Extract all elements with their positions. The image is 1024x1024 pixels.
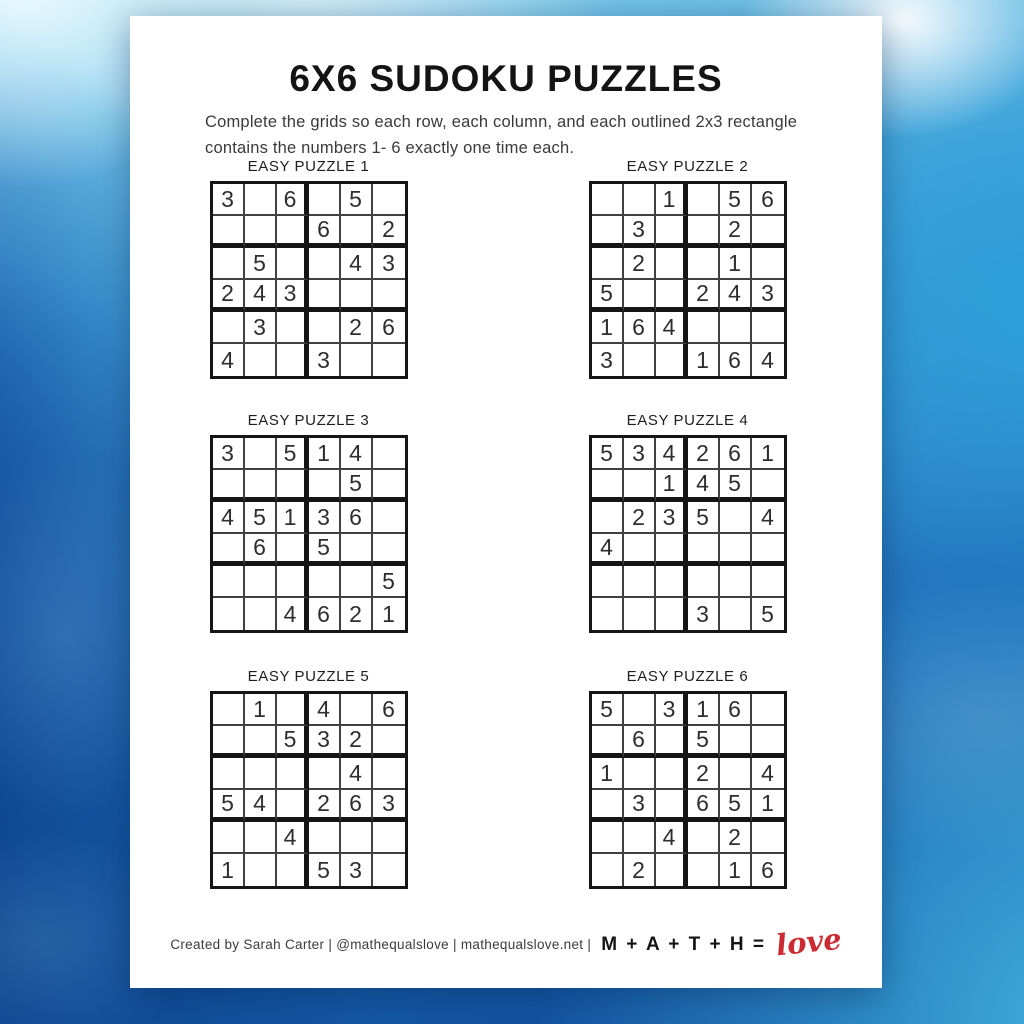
sudoku-cell [277,758,309,790]
sudoku-cell: 5 [213,790,245,822]
sudoku-cell: 5 [245,502,277,534]
sudoku-cell: 6 [720,344,752,376]
sudoku-cell [213,216,245,248]
sudoku-cell [373,344,405,376]
sudoku-cell [309,566,341,598]
sudoku-cell [624,758,656,790]
sudoku-cell [720,534,752,566]
sudoku-cell: 6 [761,856,774,883]
sudoku-cell [688,822,720,854]
sudoku-cell [245,822,277,854]
sudoku-cell [720,502,752,534]
sudoku-cell: 5 [592,438,624,470]
sudoku-cell: 2 [720,822,752,854]
sudoku-cell: 6 [624,312,656,344]
puzzle-2-grid [589,181,787,379]
sudoku-cell: 3 [309,726,341,758]
instructions-line-1: Complete the grids so each row, each column, and each outlined 2x3 rectangle [205,113,798,131]
sudoku-cell [373,438,405,470]
sudoku-cell: 3 [373,790,405,822]
sudoku-cell: 4 [720,280,752,312]
sudoku-cell [309,470,341,502]
sudoku-cell [309,280,341,312]
puzzle-3 [203,412,414,633]
sudoku-cell [373,534,405,566]
sudoku-cell [592,854,624,886]
sudoku-cell [245,438,277,470]
sudoku-cell: 4 [656,312,688,344]
sudoku-cell [277,790,309,822]
puzzle-3-title: EASY PUZZLE 3 [247,412,370,429]
sudoku-cell: 2 [688,438,720,470]
sudoku-cell [341,694,373,726]
sudoku-cell [373,854,405,886]
sudoku-cell: 4 [761,346,774,373]
sudoku-cell [309,312,341,344]
sudoku-cell [592,216,624,248]
sudoku-cell [624,822,656,854]
sudoku-cell [688,184,720,216]
sudoku-cell [277,470,309,502]
sudoku-cell: 6 [309,598,341,630]
sudoku-cell: 2 [688,280,720,312]
sudoku-cell [245,184,277,216]
sudoku-cell: 5 [720,184,752,216]
puzzle-4-title: EASY PUZZLE 4 [626,412,749,429]
sudoku-cell [309,248,341,280]
sudoku-cell [688,534,720,566]
sudoku-cell: 3 [277,280,309,312]
sudoku-cell [720,758,752,790]
sudoku-cell: 5 [592,280,624,312]
sudoku-cell: 6 [752,184,784,216]
sudoku-cell [688,854,720,886]
sudoku-cell [277,854,309,886]
sudoku-cell [373,184,405,216]
sudoku-cell [213,598,245,630]
sudoku-cell [341,534,373,566]
sudoku-cell: 4 [213,344,245,376]
sudoku-cell [213,566,245,598]
sudoku-cell: 5 [373,566,405,598]
sudoku-cell [245,216,277,248]
sudoku-cell: 5 [309,854,341,886]
sudoku-cell [656,854,688,886]
page-title: 6X6 SUDOKU PUZZLES [289,58,723,99]
sudoku-cell [245,470,277,502]
sudoku-cell [688,216,720,248]
sudoku-cell: 4 [245,790,277,822]
sudoku-cell: 4 [592,534,624,566]
sudoku-cell [277,534,309,566]
sudoku-cell [277,248,309,280]
sudoku-cell: 4 [213,502,245,534]
sudoku-cell [309,184,341,216]
instructions-line-2: contains the numbers 1- 6 exactly one time each. [205,138,575,157]
sudoku-cell: 4 [341,248,373,280]
sudoku-cell [213,694,245,726]
sudoku-cell: 6 [624,726,656,758]
sudoku-cell [373,502,405,534]
sudoku-cell: 4 [245,280,277,312]
sudoku-cell [213,758,245,790]
sudoku-cell [752,216,784,248]
sudoku-cell [592,502,624,534]
sudoku-cell: 2 [624,502,656,534]
sudoku-cell: 2 [720,216,752,248]
sudoku-cell: 5 [245,248,277,280]
sudoku-cell [373,726,405,758]
sudoku-cell: 3 [213,438,245,470]
puzzle-5-title: EASY PUZZLE 5 [247,668,370,685]
sudoku-cell: 2 [341,312,373,344]
sudoku-cell [592,248,624,280]
sudoku-cell: 3 [309,344,341,376]
sudoku-cell [373,758,405,790]
sudoku-cell [656,566,688,598]
sudoku-cell [592,598,624,630]
sudoku-cell: 1 [752,790,784,822]
sudoku-cell [752,534,784,566]
sudoku-cell: 6 [373,312,405,344]
sudoku-cell: 6 [688,790,720,822]
sudoku-cell: 5 [592,694,624,726]
sudoku-cell: 1 [213,854,245,886]
sudoku-cell [656,534,688,566]
sudoku-cell [341,216,373,248]
sudoku-cell [656,726,688,758]
sudoku-cell [341,344,373,376]
sudoku-cell: 3 [592,344,624,376]
sudoku-cell: 4 [277,598,309,630]
sudoku-cell [720,566,752,598]
sudoku-cell [592,566,624,598]
sudoku-cell [624,184,656,216]
sudoku-cell: 4 [656,438,688,470]
sudoku-cell: 3 [624,216,656,248]
sudoku-cell [592,184,624,216]
sudoku-cell [341,566,373,598]
sudoku-cell: 1 [720,248,752,280]
sudoku-cell [373,822,405,854]
sudoku-cell: 6 [309,216,341,248]
sudoku-cell [213,822,245,854]
sudoku-cell [309,822,341,854]
sudoku-cell [373,280,405,312]
sudoku-cell [656,248,688,280]
sudoku-cell [752,312,784,344]
sudoku-cell: 1 [245,694,277,726]
sudoku-cell: 1 [720,854,752,886]
sudoku-cell: 2 [341,726,373,758]
sudoku-cell [213,248,245,280]
sudoku-cell [752,694,784,726]
sudoku-cell: 5 [341,470,373,502]
sudoku-cell [245,344,277,376]
puzzle-6 [582,668,793,889]
sudoku-cell: 5 [277,438,309,470]
sudoku-cell [720,726,752,758]
sudoku-cell: 3 [752,280,784,312]
sudoku-cell: 4 [752,758,784,790]
sudoku-cell [752,248,784,280]
sudoku-cell [624,280,656,312]
sudoku-cell [277,312,309,344]
sudoku-cell [277,216,309,248]
sudoku-cell: 6 [720,438,752,470]
sudoku-cell [752,822,784,854]
sudoku-cell: 5 [309,534,341,566]
sudoku-cell [213,726,245,758]
sudoku-cell: 2 [624,248,656,280]
sudoku-cell [624,566,656,598]
sudoku-cell: 1 [656,470,688,502]
sudoku-cell [656,344,688,376]
sudoku-cell: 4 [688,470,720,502]
sudoku-cell: 3 [656,694,688,726]
sudoku-cell [688,312,720,344]
sudoku-cell [592,790,624,822]
sudoku-cell: 1 [382,600,395,627]
sudoku-cell [213,534,245,566]
sudoku-cell: 6 [720,694,752,726]
puzzle-4-grid [589,435,787,633]
sudoku-cell [592,470,624,502]
sudoku-cell [688,248,720,280]
sudoku-cell: 5 [720,790,752,822]
sudoku-cell [656,280,688,312]
sudoku-cell [656,216,688,248]
sudoku-cell: 2 [624,854,656,886]
sudoku-cell [277,344,309,376]
sudoku-cell: 6 [373,694,405,726]
sudoku-cell [656,598,688,630]
sudoku-cell [341,280,373,312]
sudoku-cell [373,470,405,502]
sudoku-cell [624,598,656,630]
sudoku-cell: 1 [592,312,624,344]
sudoku-cell: 4 [656,822,688,854]
sudoku-cell: 3 [624,790,656,822]
sudoku-cell [213,312,245,344]
sudoku-cell [752,470,784,502]
sudoku-cell: 3 [373,248,405,280]
sudoku-cell [245,726,277,758]
sudoku-cell: 5 [761,600,774,627]
sudoku-cell: 5 [277,726,309,758]
sudoku-cell [277,694,309,726]
sudoku-cell [277,566,309,598]
sudoku-cell: 3 [213,184,245,216]
sudoku-cell [656,790,688,822]
sudoku-cell: 2 [213,280,245,312]
sudoku-cell [341,822,373,854]
sudoku-cell: 1 [277,502,309,534]
sudoku-cell [720,312,752,344]
sudoku-cell [213,470,245,502]
sudoku-cell: 1 [752,438,784,470]
sudoku-cell [752,726,784,758]
sudoku-cell [624,694,656,726]
sudoku-cell: 4 [752,502,784,534]
puzzle-5-grid [210,691,408,889]
puzzle-2-title: EASY PUZZLE 2 [626,158,749,175]
sudoku-cell: 4 [341,438,373,470]
sudoku-cell [656,758,688,790]
sudoku-cell [624,344,656,376]
sudoku-cell [245,598,277,630]
sudoku-cell: 6 [341,502,373,534]
sudoku-cell: 3 [688,598,720,630]
sudoku-cell: 5 [688,726,720,758]
sudoku-cell: 4 [309,694,341,726]
math-equals-love-logo: M + A + T + H = [601,933,767,955]
sudoku-cell: 1 [656,184,688,216]
sudoku-cell: 6 [277,184,309,216]
sudoku-cell: 5 [688,502,720,534]
worksheet-page [130,16,882,988]
puzzle-1-grid [210,181,408,379]
sudoku-cell: 2 [373,216,405,248]
sudoku-cell: 3 [624,438,656,470]
credit-text: Created by Sarah Carter | @mathequalslove | mathequalslove.net | [170,937,592,952]
puzzle-2 [582,158,793,379]
sudoku-cell: 5 [720,470,752,502]
puzzle-1 [203,158,414,379]
sudoku-cell [245,566,277,598]
sudoku-cell [592,822,624,854]
sudoku-cell: 2 [688,758,720,790]
puzzle-3-grid [210,435,408,633]
sudoku-cell [592,726,624,758]
sudoku-cell: 1 [309,438,341,470]
sudoku-cell [245,854,277,886]
sudoku-cell: 2 [341,598,373,630]
sudoku-cell: 4 [341,758,373,790]
puzzle-4 [582,412,793,633]
sudoku-cell: 3 [656,502,688,534]
sudoku-cell: 2 [309,790,341,822]
puzzle-6-grid [589,691,787,889]
puzzle-6-title: EASY PUZZLE 6 [626,668,749,685]
sudoku-cell: 6 [245,534,277,566]
footer [130,921,882,963]
sudoku-cell: 1 [688,694,720,726]
sudoku-cell [624,470,656,502]
instructions [205,110,815,161]
puzzle-1-title: EASY PUZZLE 1 [247,158,370,175]
sudoku-cell: 1 [688,344,720,376]
sudoku-cell: 5 [341,184,373,216]
sudoku-cell [309,758,341,790]
sudoku-cell [624,534,656,566]
sudoku-cell [688,566,720,598]
sudoku-cell [752,566,784,598]
sudoku-cell: 6 [341,790,373,822]
sudoku-cell: 3 [341,854,373,886]
sudoku-cell: 4 [277,822,309,854]
sudoku-cell: 3 [245,312,277,344]
sudoku-cell [720,598,752,630]
sudoku-cell: 3 [309,502,341,534]
sudoku-cell: 1 [592,758,624,790]
love-script-logo: love [774,921,844,963]
sudoku-cell [245,758,277,790]
puzzle-5 [203,668,414,889]
